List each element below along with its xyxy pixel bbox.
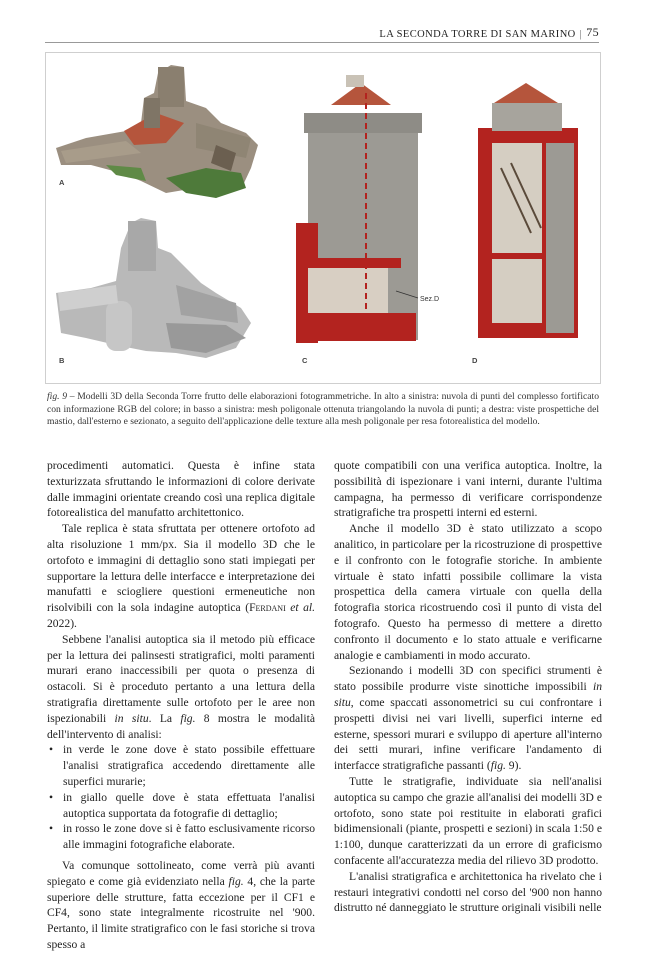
text-run: 4, che la parte superiore delle strutture, fatta eccezione per il CF1 e CF4, sono state integralmente ricostruite nel '900. Pertanto, il limite stratigrafico con le fasi storiche si trova spesso a [47, 874, 315, 951]
left-column [47, 458, 315, 953]
text-run: Va comunque sottolineato, come verrà più avanti spiegato e come già evidenziato nella [47, 858, 315, 888]
italic-text: in situ [334, 680, 602, 709]
panel-letter-d: D [472, 356, 478, 365]
figure-ref: fig. [490, 759, 506, 773]
list-item: • in verde le zone dove è stato possibile effettuare l'analisi stratigrafica accedendo direttamente alle superfici murarie; [47, 742, 315, 789]
right-column [334, 458, 602, 916]
citation-year: 2022). [47, 616, 77, 630]
paragraph: procedimenti automatici. Questa è infine stata texturizzata sfruttando le informazioni di colore derivate dalle immagini orientate creando così una replica digitale fotorealistica del manufatto architettonico. [47, 459, 315, 520]
figure-ref: fig. [228, 874, 244, 888]
panel-letter-c: C [302, 356, 308, 365]
text-run: 9). [505, 759, 522, 773]
text-run: Tale replica è stata sfruttata per ottenere ortofoto ad alta risoluzione 1 mm/px. Sia il modello 3D che le ortofoto e immagini di dettaglio sono stati impiegati per supportare la lettura delle interfacce e interpretazione dei manufatti e sciogliere questioni ermeneutiche non risolvibili con la sola indagine autoptica ( [47, 522, 315, 615]
figure-caption [47, 391, 599, 429]
paragraph: Tutte le stratigrafie, individuate sia nell'analisi autoptica su campo che grazie all'analisi dei modelli 3D e ortofoto, sono state poi restituite in elaborati grafici bidimensionali (piante, prospetti e sezioni) in scala 1:50 e 1:100, dunque caratterizzati da un errore di graficismo confacente all'accuratezza media del rilievo 3D prodotto. [334, 774, 602, 867]
paragraph [47, 632, 315, 743]
paragraph: quote compatibili con una verifica autoptica. Inoltre, la possibilità di ispezionare i vani interni, durante l'ultima campagna, ha permesso di verificare corrispondenze stratigrafiche tra prospetti interni ed esterni. [334, 459, 602, 520]
caption-label: fig. 9 [47, 391, 68, 402]
header-separator: | [579, 29, 583, 40]
panel-letter-a: A [59, 178, 65, 187]
list-item: • in giallo quelle dove è stata effettuata l'analisi autoptica supportata da fotografie di dettaglio; [47, 790, 315, 822]
citation-etal: et al. [290, 601, 315, 615]
figure-9 [45, 52, 601, 384]
tower-exterior-model [296, 75, 439, 343]
polygon-mesh-model [56, 218, 251, 358]
tower-section-model [478, 83, 578, 338]
paragraph: L'analisi stratigrafica e architettonica ha rivelato che i restauri integrativi condotti nel corso del '900 non hanno distrutto né danneggiato le strutture originali visibili nelle [334, 869, 602, 915]
citation-author: Ferdani [249, 601, 286, 615]
running-title: LA SECONDA TORRE DI SAN MARINO [379, 29, 576, 40]
caption-text: – Modelli 3D della Seconda Torre frutto delle elaborazioni fotogrammetriche. In alto a sinistra: nuvola di punti del complesso fortificato con informazione RGB del colore; in basso a sinistra: mesh poligonale ottenuta triangolando la nuvola di punti; a destra: viste prospettiche del mastio, dall'esterno e sezionato, a seguito dell'applicazione delle texture alla mesh poligonale per resa fotorealistica del modello. [47, 391, 599, 428]
text-run: 8 mostra le modalità dell'intervento di analisi: [47, 711, 315, 741]
text-run: , come spaccati assonometrici su cui confrontare i prospetti divisi nei vari livelli, superfici interne ed esterne, spessori murari e sviluppo di aperture all'interno dei setti murari, infine verificare l'andamento di interfacce stratigrafiche passanti ( [334, 695, 602, 773]
figure-illustration [46, 53, 600, 383]
paragraph [334, 663, 602, 774]
point-cloud-model [56, 65, 258, 198]
panel-letter-b: B [59, 356, 65, 365]
text-run: Sebbene l'analisi autoptica sia il metodo più efficace per la lettura dei palinsesti stratigrafici, molti paramenti murari erano inaccessibili per quota o presenza di ostacoli. Si è proceduto pertanto a una lettura della stratigrafia direttamente sulle ortofoto per le aree non ispezionabili [47, 632, 315, 725]
list-item: • in rosso le zone dove si è fatto esclusivamente ricorso alle immagini fotografiche elaborate. [47, 821, 315, 853]
bullet-list [47, 742, 315, 853]
section-label: Sez.D [420, 296, 440, 303]
figure-ref: fig. [180, 711, 196, 725]
running-header [45, 24, 599, 43]
paragraph: Anche il modello 3D è stato utilizzato a scopo analitico, in particolare per la ricostruzione di prospettive e il confronto con le fotografie storiche. In ambiente virtuale è stato infatti possibile collimare la vista prospettica della camera virtuale con quella della fotografia storica ricostruendo così il punto di vista del fotografo. Questo ha permesso di mettere a diretto confronto il documento e lo stato attuale e verificarne analogie e cambiamenti in modo accurato. [334, 522, 602, 662]
paragraph [47, 521, 315, 632]
page-number: 75 [586, 25, 599, 39]
paragraph [47, 858, 315, 953]
text-run: . La [148, 711, 181, 725]
italic-text: in situ [114, 711, 149, 725]
text-run: Sezionando i modelli 3D con specifici strumenti è stato possibile produrre viste sinottiche impossibili [334, 664, 602, 694]
